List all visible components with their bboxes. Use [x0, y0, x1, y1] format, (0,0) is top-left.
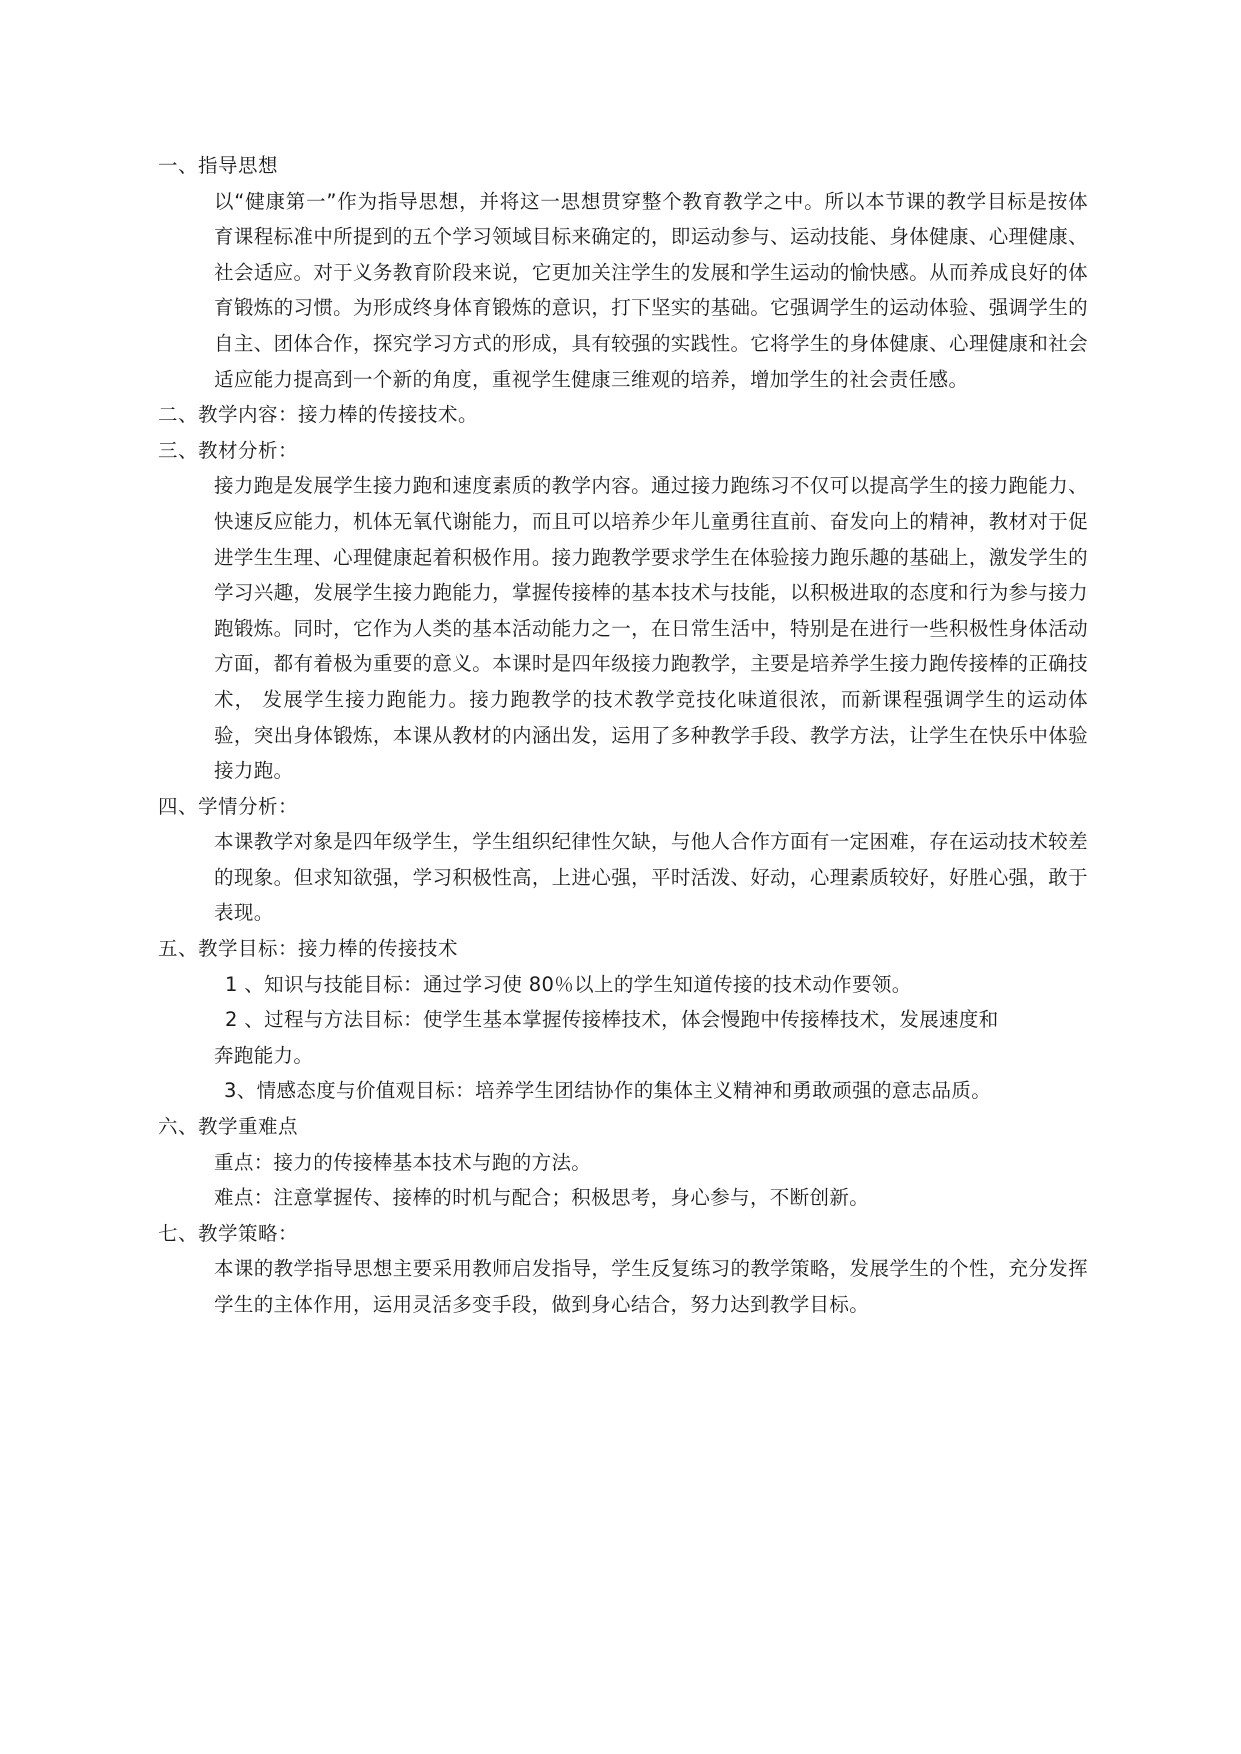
paragraph-guiding-ideology: 以“健康第一”作为指导思想，并将这一思想贯穿整个教育教学之中。所以本节课的教学目标是按体育课程标准中所提到的五个学习领域目标来确定的，即运动参与、运动技能、身体健康、心理健康、社会适应。对于义务教育阶段来说，它更加关注学生的发展和学生运动的愉快感。从而养成良好的体育锻炼的习惯。为形成终身体育锻炼的意识，打下坚实的基础。它强调学生的运动体验、强调学生的自主、团体合作，探究学习方式的形成，具有较强的实践性。它将学生的身体健康、心理健康和社会适应能力提高到一个新的角度，重视学生健康三维观的培养，增加学生的社会责任感。 [214, 189, 1088, 391]
section-heading-material-analysis: 三、教材分析： [158, 438, 299, 462]
paragraph-material-analysis: 接力跑是发展学生接力跑和速度素质的教学内容。通过接力跑练习不仅可以提高学生的接力跑能力、快速反应能力，机体无氧代谢能力，而且可以培养少年儿童勇往直前、奋发向上的精神，教材对于促进学生生理、心理健康起着积极作用。接力跑教学要求学生在体验接力跑乐趣的基础上，激发学生的学习兴趣，发展学生接力跑能力，掌握传接棒的基本技术与技能，以积极进取的态度和行为参与接力跑锻炼。同时，它作为人类的基本活动能力之一，在日常生活中，特别是在进行一些积极性身体活动方面，都有着极为重要的意义。本课时是四年级接力跑教学，主要是培养学生接力跑传接棒的正确技术， 发展学生接力跑能力。接力跑教学的技术教学竞技化味道很浓，而新课程强调学生的运动体验，突出身体锻炼，本课从教材的内涵出发，运用了多种教学手段、教学方法，让学生在快乐中体验接力跑。 [214, 474, 1088, 783]
paragraph-teaching-strategy: 本课的教学指导思想主要采用教师启发指导，学生反复练习的教学策略，发展学生的个性，充分发挥学生的主体作用，运用灵活多变手段，做到身心结合，努力达到教学目标。 [214, 1257, 1088, 1316]
section-heading-guiding-ideology: 一、指导思想 [158, 154, 279, 177]
section-heading-teaching-strategy: 七、教学策略： [158, 1221, 299, 1245]
section-heading-student-analysis: 四、学情分析： [158, 794, 299, 818]
difficult-point: 难点：注意掌握传、接棒的时机与配合；积极思考，身心参与，不断创新。 [214, 1186, 870, 1210]
section-heading-teaching-content: 二、教学内容：接力棒的传接技术。 [158, 403, 479, 427]
section-heading-teaching-objectives: 五、教学目标：接力棒的传接技术 [158, 937, 459, 961]
lesson-plan-content [158, 148, 1088, 1323]
key-point: 重点：接力的传接棒基本技术与跑的方法。 [214, 1150, 592, 1174]
objective-process-methods-continued: 奔跑能力。 [214, 1043, 314, 1067]
objective-knowledge-skills: 1 、知识与技能目标：通过学习使 80％以上的学生知道传接的技术动作要领。 [225, 972, 912, 996]
objective-process-methods: 2 、过程与方法目标：使学生基本掌握传接棒技术，体会慢跑中传接棒技术，发展速度和 [225, 1008, 999, 1032]
objective-emotion-values: 3、情感态度与价值观目标：培养学生团结协作的集体主义精神和勇敢顽强的意志品质。 [224, 1079, 992, 1103]
paragraph-student-analysis: 本课教学对象是四年级学生，学生组织纪律性欠缺，与他人合作方面有一定困难，存在运动技术较差的现象。但求知欲强，学习积极性高，上进心强，平时活泼、好动，心理素质较好，好胜心强，敢于表现。 [214, 830, 1088, 925]
section-heading-key-difficult-points: 六、教学重难点 [158, 1115, 299, 1139]
